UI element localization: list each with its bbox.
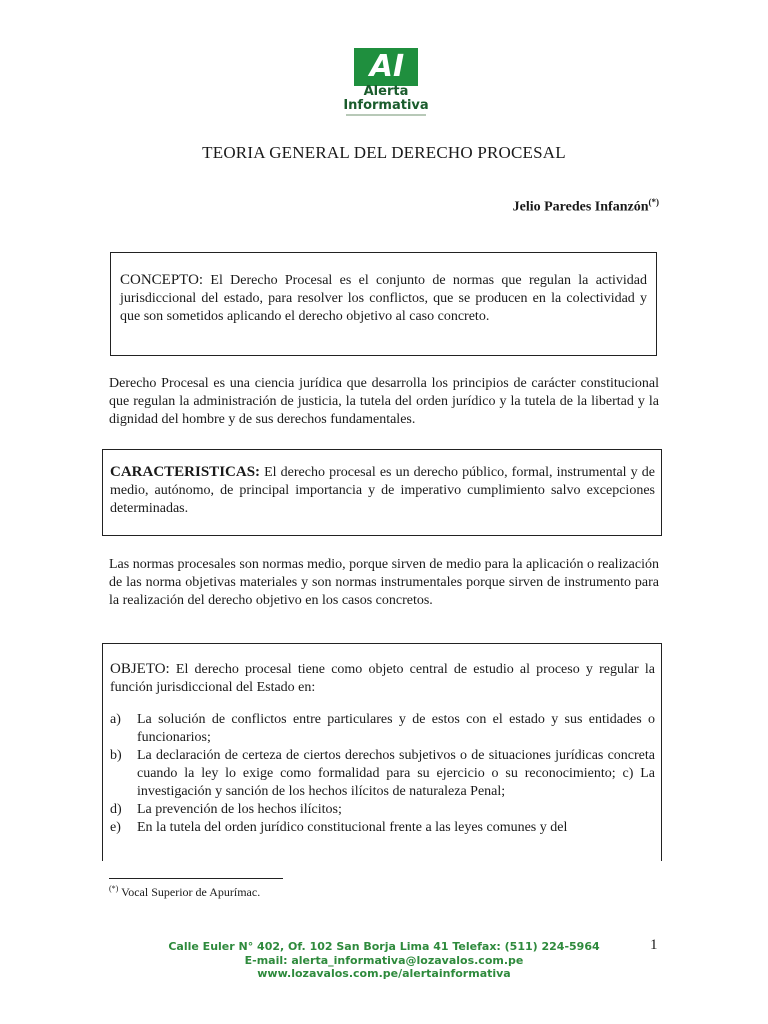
- concepto-text: El Derecho Procesal es el conjunto de normas que regulan la actividad jurisdiccional del estado, para resolver los conflictos, que se producen en la colectividad y que son sometidos aplicando el derecho objetivo al caso concreto.: [120, 273, 647, 324]
- alerta-informativa-logo: [340, 48, 432, 116]
- caracteristicas-box: [102, 449, 662, 536]
- list-item: [110, 711, 655, 747]
- list-item: [110, 819, 655, 837]
- footer-email: E-mail: alerta_informativa@lozavalos.com.pe: [244, 954, 524, 967]
- list-marker: e): [110, 820, 121, 835]
- footnote-rule: [109, 878, 283, 879]
- objeto-box: [102, 643, 662, 861]
- author: [513, 197, 659, 216]
- logo-line1: Alerta: [363, 84, 409, 99]
- logo-symbol: AI: [369, 49, 405, 84]
- list-item: [110, 801, 655, 819]
- paragraph-derecho-procesal: Derecho Procesal es una ciencia jurídica que desarrolla los principios de carácter constitucional que regulan la administración de justicia, la tutela del orden jurídico y la tutela de la libertad y la dignidad del hombre y de sus derechos fundamentales.: [109, 376, 659, 427]
- concepto-label: CONCEPTO:: [120, 272, 204, 288]
- objeto-text: El derecho procesal tiene como objeto central de estudio al proceso y regular la función jurisdiccional del Estado en:: [110, 662, 655, 695]
- footer-website: www.lozavalos.com.pe/alertainformativa: [257, 967, 511, 980]
- document-title: TEORIA GENERAL DEL DERECHO PROCESAL: [202, 143, 566, 162]
- logo-line2: Informativa: [343, 98, 429, 113]
- objeto-list: [110, 711, 655, 837]
- caracteristicas-text: El derecho procesal es un derecho público, formal, instrumental y de medio, autónomo, de principal importancia y de imperativo cumplimiento salvo excepciones determinadas.: [110, 465, 655, 516]
- list-item-text: La solución de conflictos entre particulares y de estos con el estado y sus entidades o funcionarios;: [137, 712, 655, 745]
- logo-underline: [346, 114, 426, 116]
- list-item-text: La prevención de los hechos ilícitos;: [137, 802, 342, 817]
- footnote-mark: (*): [109, 884, 119, 893]
- list-marker: b): [110, 748, 122, 763]
- footnote-text: Vocal Superior de Apurímac.: [118, 885, 261, 899]
- caracteristicas-label: CARACTERISTICAS:: [110, 464, 261, 480]
- objeto-label: OBJETO:: [110, 661, 170, 677]
- footer-address: Calle Euler N° 402, Of. 102 San Borja Lima 41 Telefax: (511) 224-5964: [168, 940, 600, 953]
- author-name: Jelio Paredes Infanzón: [512, 199, 649, 215]
- list-marker: a): [110, 712, 121, 727]
- list-marker: d): [110, 802, 122, 817]
- list-item-text: En la tutela del orden jurídico constitucional frente a las leyes comunes y del: [137, 820, 568, 835]
- list-item: [110, 747, 655, 801]
- paragraph-normas-procesales: Las normas procesales son normas medio, porque sirven de medio para la aplicación o realización de las norma objetivas materiales y son normas instrumentales porque sirven de instrumento para la realización del derecho objetivo en los casos concretos.: [109, 557, 659, 608]
- author-footnote-mark: (*): [648, 197, 659, 207]
- footnote: [109, 884, 260, 900]
- concepto-box: [110, 252, 657, 356]
- list-item-text: La declaración de certeza de ciertos derechos subjetivos o de situaciones jurídicas concreta cuando la ley lo exige como formalidad para su ejercicio o su reconocimiento; c) La investigación y sanción de los hechos ilícitos de naturaleza Penal;: [137, 748, 655, 799]
- page-number: 1: [650, 937, 658, 953]
